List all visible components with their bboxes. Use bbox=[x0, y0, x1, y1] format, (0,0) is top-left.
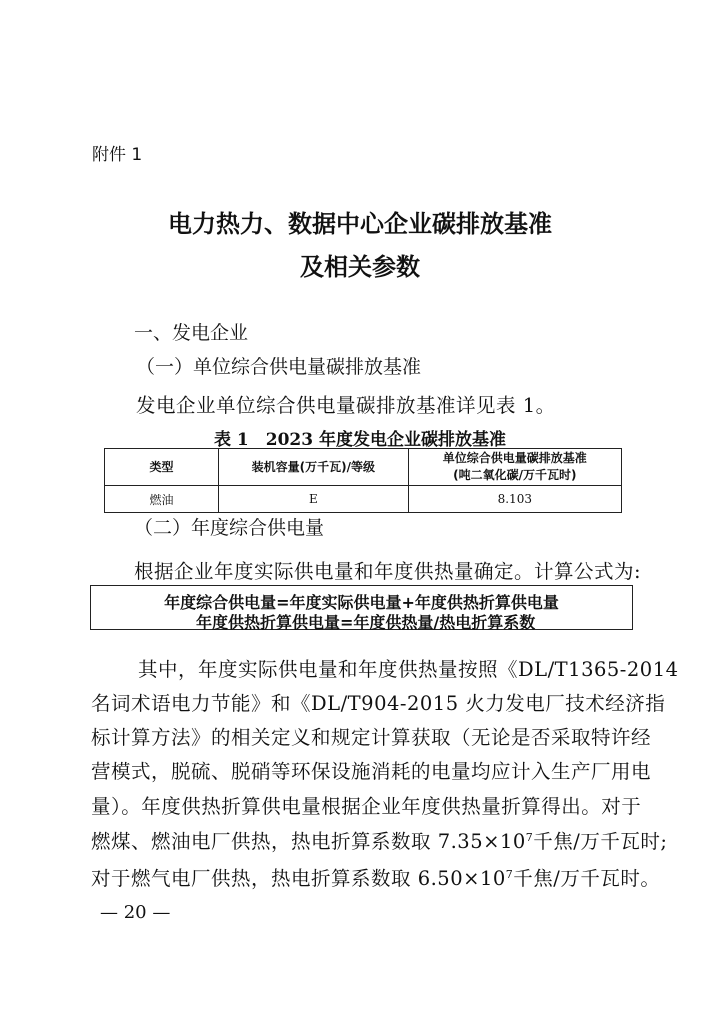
paragraph-line-gas-coefficient bbox=[91, 863, 660, 891]
cell-type: 燃油 bbox=[105, 486, 219, 513]
paragraph-line: 量）。年度供热折算供电量根据企业年度供热量折算得出。对于 bbox=[91, 795, 642, 818]
formula-heat-converted-supply: 年度供热折算供电量=年度供热量/热电折算系数 bbox=[196, 613, 536, 632]
carbon-benchmark-table bbox=[104, 448, 622, 513]
cell-benchmark: 8.103 bbox=[408, 486, 621, 513]
cell-capacity: E bbox=[219, 486, 409, 513]
subsection-heading-benchmark: （一）单位综合供电量碳排放基准 bbox=[136, 356, 422, 378]
exponent: 7 bbox=[525, 831, 534, 844]
paragraph-line: 其中，年度实际供电量和年度供热量按照《DL/T1365-2014 bbox=[138, 658, 679, 681]
table-caption: 表 1 2023 年度发电企业碳排放基准 bbox=[214, 430, 506, 450]
document-title-line-2: 及相关参数 bbox=[300, 253, 420, 281]
header-benchmark-line-2: (吨二氧化碳/万千瓦时) bbox=[453, 468, 577, 482]
header-capacity: 装机容量(万千瓦)/等级 bbox=[219, 449, 409, 486]
paragraph-benchmark-intro: 发电企业单位综合供电量碳排放基准详见表 1。 bbox=[136, 394, 556, 417]
paragraph-line: 标计算方法》的相关定义和规定计算获取（无论是否采取特许经 bbox=[91, 726, 652, 749]
subsection-heading-annual-supply: （二）年度综合供电量 bbox=[134, 517, 325, 539]
attachment-label: 附件 1 bbox=[92, 145, 143, 165]
paragraph-formula-intro: 根据企业年度实际供电量和年度供热量确定。计算公式为: bbox=[134, 560, 642, 583]
header-type: 类型 bbox=[105, 449, 219, 486]
coefficient-text: 对于燃气电厂供热，热电折算系数取 6.50×10 bbox=[91, 867, 506, 890]
coefficient-text: 燃煤、燃油电厂供热，热电折算系数取 7.35×10 bbox=[91, 830, 526, 853]
page-number: — 20 — bbox=[100, 902, 171, 923]
unit-text: 千焦/万千瓦时。 bbox=[513, 867, 661, 890]
table-header-row bbox=[105, 449, 622, 486]
unit-text: 千焦/万千瓦时; bbox=[533, 830, 668, 853]
formula-annual-supply: 年度综合供电量=年度实际供电量+年度供热折算供电量 bbox=[164, 593, 559, 612]
section-heading-power-generation: 一、发电企业 bbox=[134, 322, 249, 344]
document-title-line-1: 电力热力、数据中心企业碳排放基准 bbox=[168, 210, 552, 238]
formula-box bbox=[90, 585, 633, 630]
paragraph-line: 营模式，脱硫、脱硝等环保设施消耗的电量均应计入生产厂用电 bbox=[91, 760, 652, 783]
table-row bbox=[105, 486, 622, 513]
paragraph-line-coal-oil-coefficient bbox=[91, 826, 667, 854]
paragraph-line: 名词术语电力节能》和《DL/T904-2015 火力发电厂技术经济指 bbox=[91, 692, 666, 715]
header-benchmark-line-1: 单位综合供电量碳排放基准 bbox=[442, 451, 587, 465]
exponent: 7 bbox=[505, 868, 514, 881]
header-benchmark bbox=[408, 449, 621, 486]
